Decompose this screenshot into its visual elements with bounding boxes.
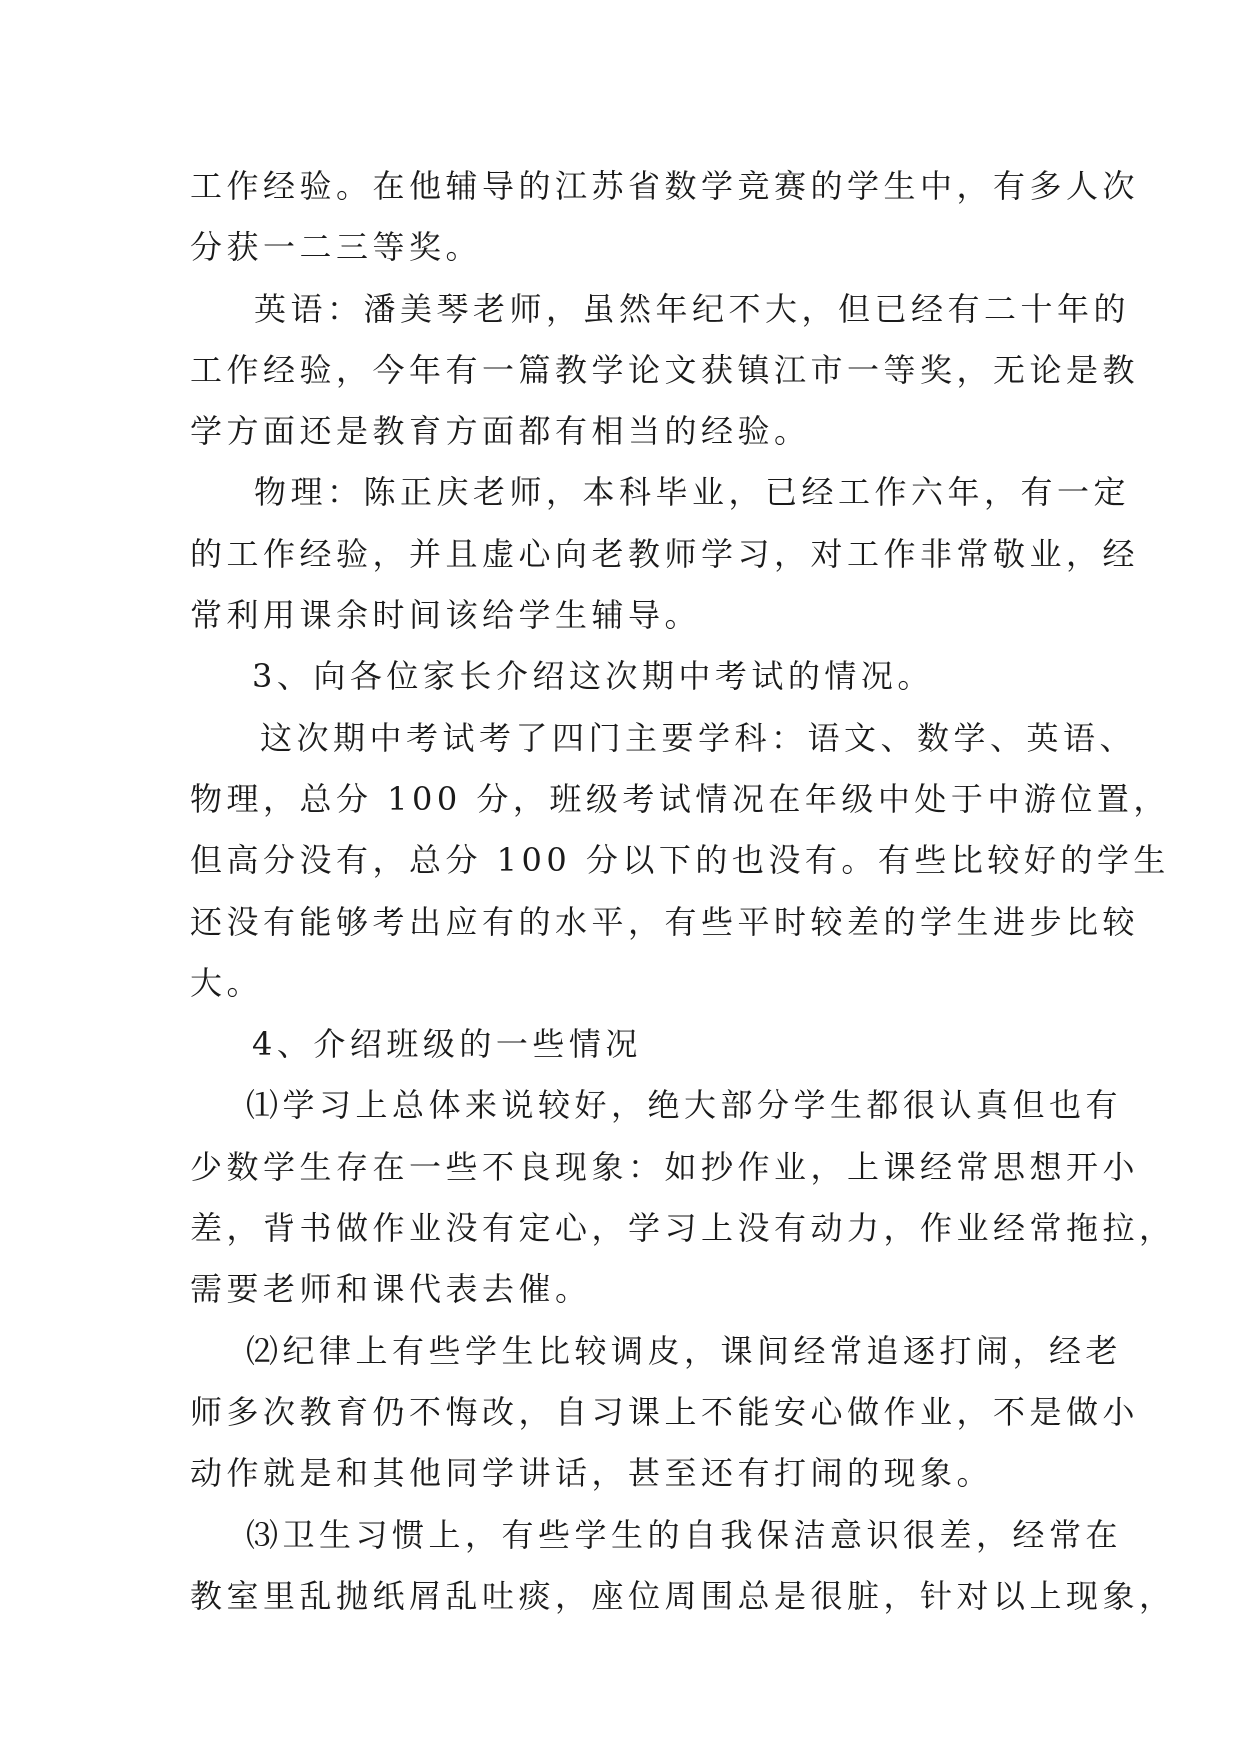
text-line: 学方面还是教育方面都有相当的经验。 [190,412,811,451]
text-line: 但高分没有，总分 100 分以下的也没有。有些比较好的学生 [190,841,1170,880]
document-body [190,156,1176,1627]
text-line: 物理，总分 100 分，班级考试情况在年级中处于中游位置， [190,779,1170,818]
text-line: 常利用课余时间该给学生辅导。 [190,596,702,635]
text-line: 教室里乱抛纸屑乱吐痰，座位周围总是很脏，针对以上现象， [190,1576,1176,1615]
paragraph-physics-teacher: 物理：陈正庆老师，本科毕业，已经工作六年，有一定 [254,473,1131,512]
text-line: 差，背书做作业没有定心，学习上没有动力，作业经常拖拉， [190,1209,1176,1248]
text-line: 的工作经验，并且虚心向老教师学习，对工作非常敬业，经 [190,534,1140,573]
paragraph-exam-summary: 这次期中考试考了四门主要学科：语文、数学、英语、 [260,718,1137,757]
text-line: 动作就是和其他同学讲话，甚至还有打闹的现象。 [190,1454,994,1493]
text-line: 分获一二三等奖。 [190,228,483,267]
text-line: 少数学生存在一些不良现象：如抄作业，上课经常思想开小 [190,1147,1140,1186]
text-line: 需要老师和课代表去催。 [190,1270,592,1309]
text-line: 还没有能够考出应有的水平，有些平时较差的学生进步比较 [190,902,1140,941]
text-line: 师多次教育仍不悔改，自习课上不能安心做作业，不是做小 [190,1392,1140,1431]
section-heading-4: 4、介绍班级的一些情况 [252,1025,642,1064]
item-3-hygiene: ⑶卫生习惯上，有些学生的自我保洁意识很差，经常在 [246,1515,1123,1554]
text-line: 大。 [190,963,264,1002]
text-line: 工作经验。在他辅导的江苏省数学竞赛的学生中，有多人次 [190,167,1140,205]
text-line: 工作经验，今年有一篇教学论文获镇江市一等奖，无论是教 [190,350,1140,389]
section-heading-3: 3、向各位家长介绍这次期中考试的情况。 [252,657,934,696]
item-2-discipline: ⑵纪律上有些学生比较调皮，课间经常追逐打闹，经老 [246,1331,1123,1370]
paragraph-english-teacher: 英语：潘美琴老师，虽然年纪不大，但已经有二十年的 [254,289,1131,328]
item-1-study: ⑴学习上总体来说较好，绝大部分学生都很认真但也有 [246,1086,1123,1125]
